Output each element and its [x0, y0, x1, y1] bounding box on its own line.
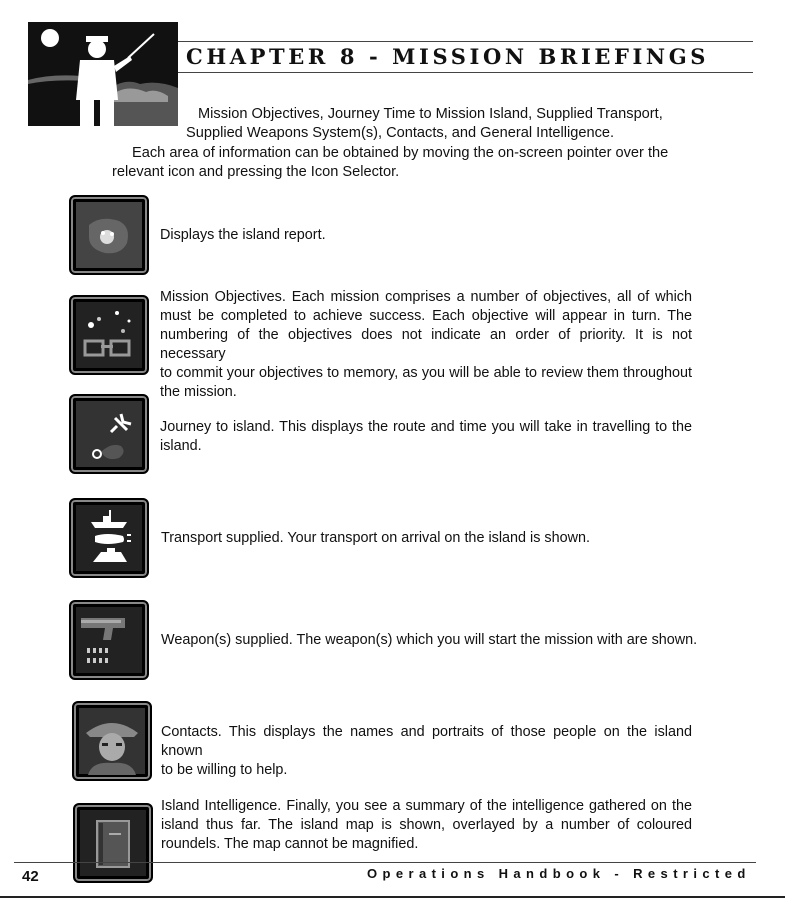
- entry-line: to be willing to help.: [161, 762, 288, 778]
- entry-line: numbering of the objectives does not indicate an order of priority. It is not necessary: [160, 327, 692, 362]
- entry-line: Journey to island. This displays the route and time you will take in travelling to the: [160, 419, 692, 435]
- weapon-icon[interactable]: [69, 600, 149, 680]
- entry-line: island.: [160, 438, 202, 454]
- chapter-header-illustration: [28, 22, 178, 126]
- entry-journey-text: [160, 418, 692, 456]
- journey-icon[interactable]: [69, 394, 149, 474]
- entry-line: island thus far. The island map is shown, overlayed by a number of coloured: [161, 817, 692, 833]
- transport-icon[interactable]: [69, 498, 149, 578]
- entry-intelligence-text: [161, 797, 692, 854]
- entry-line: must be completed to achieve success. Each objective will appear in turn. The: [160, 308, 692, 324]
- entry-island-report-text: Displays the island report.: [160, 227, 326, 243]
- header-rule-bottom: [178, 72, 753, 73]
- footer-text: Operations Handbook - Restricted: [367, 866, 751, 881]
- entry-line: the mission.: [160, 384, 237, 400]
- island-report-icon[interactable]: [69, 195, 149, 275]
- intro-line-2: Supplied Weapons System(s), Contacts, and General Intelligence.: [186, 125, 615, 141]
- footer-rule: [14, 862, 756, 863]
- contacts-icon[interactable]: [72, 701, 152, 781]
- page-number: 42: [22, 868, 39, 885]
- mission-objectives-icon[interactable]: [69, 295, 149, 375]
- page-bottom-rule: [0, 896, 785, 898]
- intelligence-icon[interactable]: [73, 803, 153, 883]
- entry-mission-objectives-text: [160, 288, 692, 402]
- entry-line: to commit your objectives to memory, as you will be able to review them throughout: [160, 365, 692, 381]
- chapter-title: CHAPTER 8 - MISSION BRIEFINGS: [186, 44, 710, 69]
- entry-line: roundels. The map cannot be magnified.: [161, 836, 419, 852]
- intro-line-4: relevant icon and pressing the Icon Selector.: [112, 164, 400, 180]
- entry-line: Mission Objectives. Each mission comprises a number of objectives, all of which: [160, 289, 692, 305]
- entry-line: Contacts. This displays the names and portraits of those people on the island known: [161, 724, 692, 759]
- header-rule-top: [178, 41, 753, 42]
- intro-line-1: Mission Objectives, Journey Time to Mission Island, Supplied Transport,: [198, 106, 663, 122]
- entry-line: Island Intelligence. Finally, you see a summary of the intelligence gathered on the: [161, 798, 692, 814]
- entry-transport-text: Transport supplied. Your transport on arrival on the island is shown.: [161, 530, 591, 546]
- intro-line-3: Each area of information can be obtained by moving the on-screen pointer over the: [132, 145, 669, 161]
- entry-weapon-text: Weapon(s) supplied. The weapon(s) which you will start the mission with are shown.: [161, 632, 698, 648]
- entry-contacts-text: [161, 723, 692, 780]
